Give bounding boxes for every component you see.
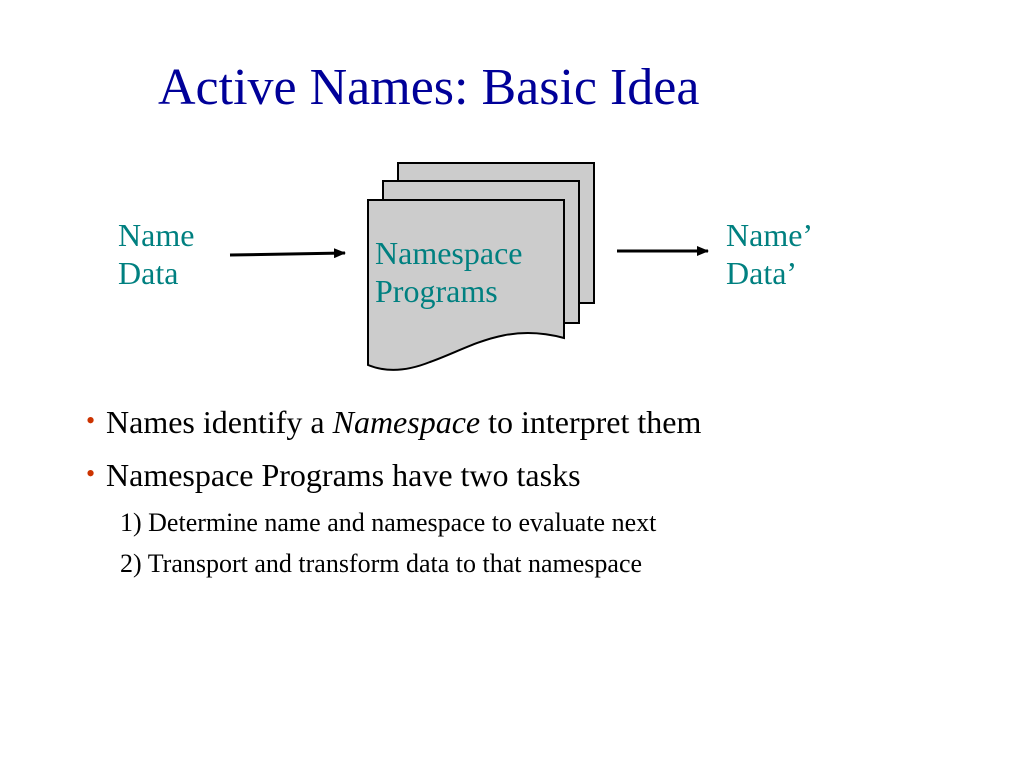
output-label xyxy=(726,216,813,292)
bullet-dot-icon: • xyxy=(86,406,96,435)
bullet-text xyxy=(106,404,701,441)
output-label-data: Data’ xyxy=(726,255,798,291)
input-label xyxy=(118,216,194,292)
box-label xyxy=(375,234,522,310)
output-label-name: Name’ xyxy=(726,217,814,253)
sub-item-1: 1) Determine name and namespace to evaluate next xyxy=(120,508,657,537)
input-arrow xyxy=(230,253,345,255)
bullet-text-emphasis: Namespace xyxy=(332,404,481,440)
input-label-data: Data xyxy=(118,255,179,291)
slide-title: Active Names: Basic Idea xyxy=(158,59,700,116)
input-label-name: Name xyxy=(118,217,195,253)
bullet-text: Namespace Programs have two tasks xyxy=(106,457,581,493)
box-label-line2: Programs xyxy=(375,273,498,309)
bullet-dot-icon: • xyxy=(86,459,96,488)
sub-item-2: 2) Transport and transform data to that namespace xyxy=(120,549,643,578)
bullet-text-pre: Names identify a xyxy=(106,404,333,440)
box-label-line1: Namespace xyxy=(375,235,523,271)
bullet-text-post: to interpret them xyxy=(480,404,702,440)
